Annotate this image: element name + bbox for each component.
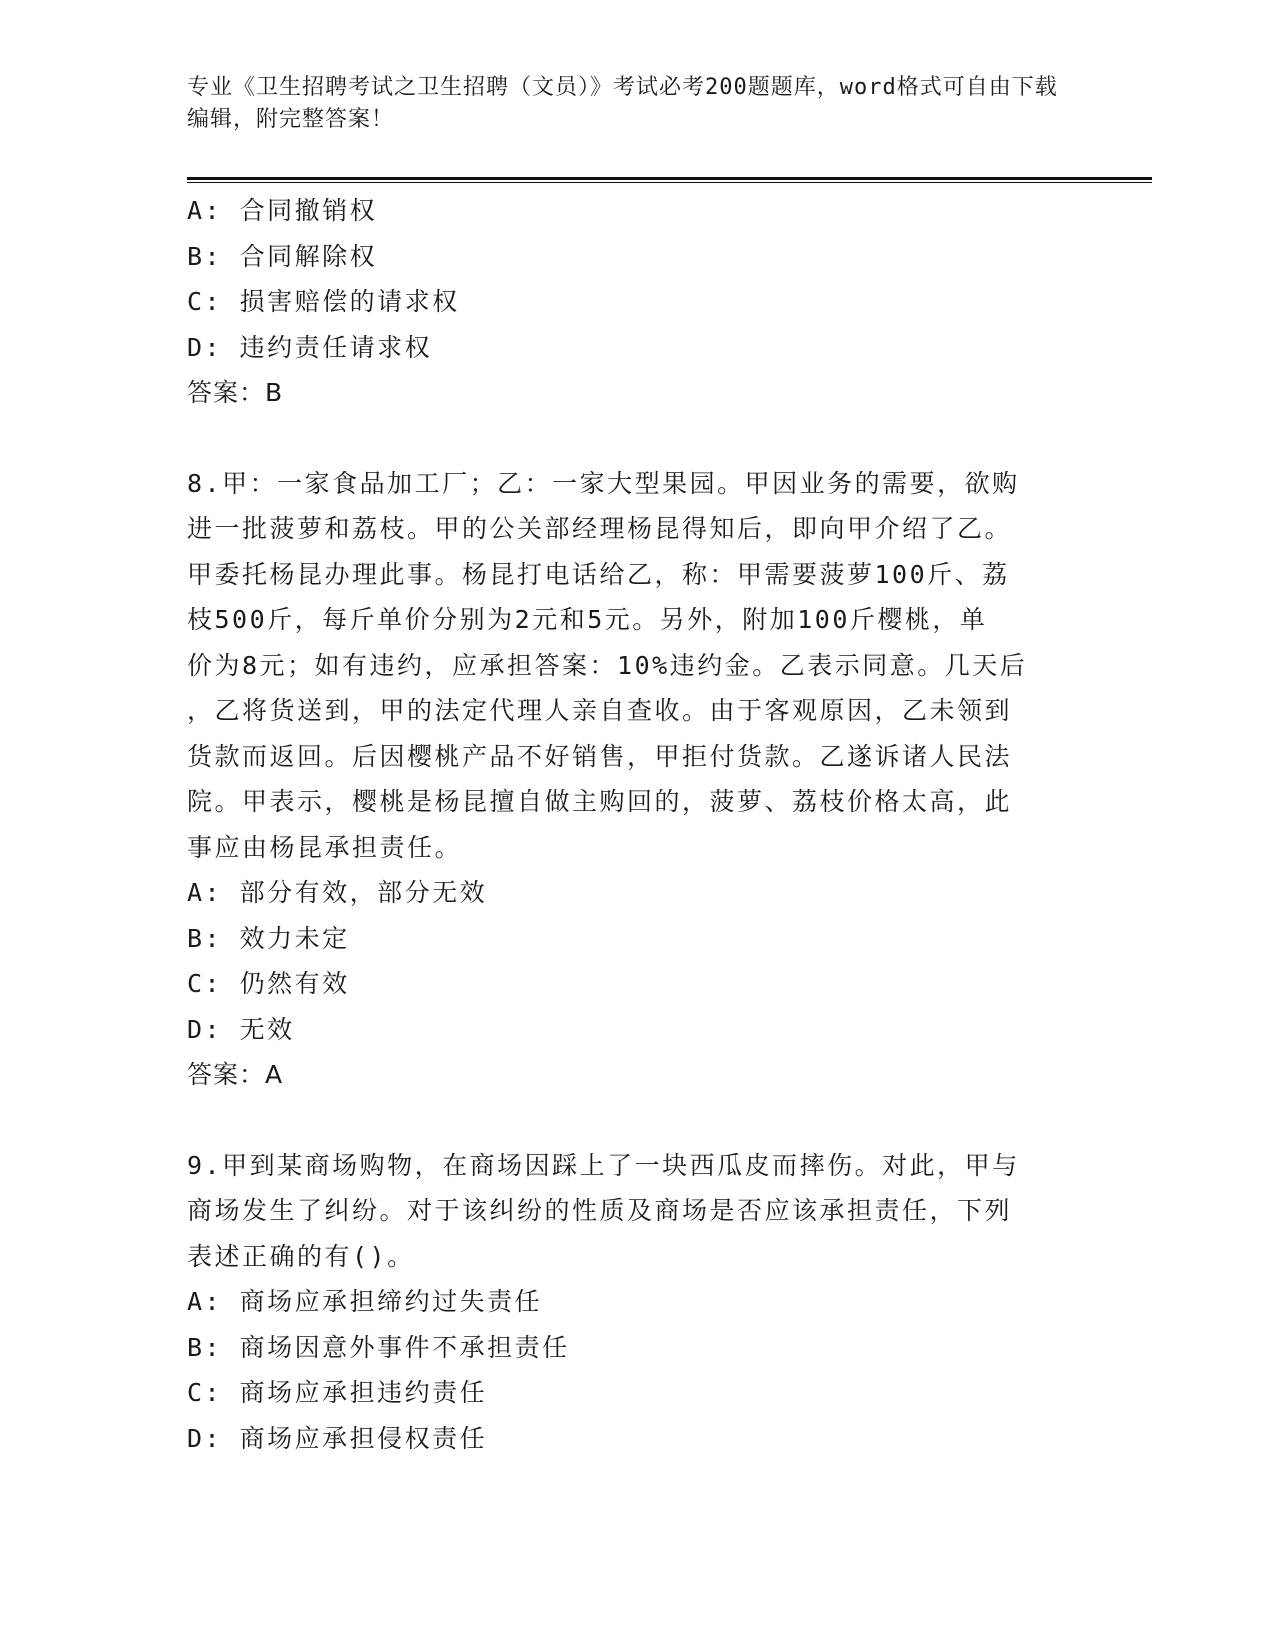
question-text-line: 枝500斤，每斤单价分别为2元和5元。另外，附加100斤樱桃，单 [187,605,988,634]
option-b: B: 商场因意外事件不承担责任 [187,1332,570,1362]
answer-line: 答案：A [187,1060,284,1089]
question-text-line: 8.甲：一家食品加工厂；乙：一家大型果园。甲因业务的需要，欲购 [187,468,1020,498]
option-b: B: 效力未定 [187,923,350,953]
option-d: D: 商场应承担侵权责任 [187,1423,488,1453]
header-rule-thin [187,182,1152,183]
option-c: C: 商场应承担违约责任 [187,1378,488,1407]
question-text-line: 甲委托杨昆办理此事。杨昆打电话给乙，称：甲需要菠萝100斤、荔 [187,559,1010,589]
option-d: D: 违约责任请求权 [187,332,433,362]
option-c: C: 损害赔偿的请求权 [187,287,460,316]
header-rule-thick [187,177,1152,180]
question-text-line: 9.甲到某商场购物，在商场因踩上了一块西瓜皮而摔伤。对此，甲与 [187,1150,1020,1180]
option-a: A: 部分有效，部分无效 [187,878,488,907]
question-text-line: 价为8元；如有违约，应承担答案：10%违约金。乙表示同意。几天后 [187,650,1028,680]
question-text-line: ，乙将货送到，甲的法定代理人亲自查收。由于客观原因，乙未领到 [187,696,1013,725]
option-a: A: 商场应承担缔约过失责任 [187,1287,543,1316]
spacer [187,1098,1067,1143]
question-text-line: 事应由杨昆承担责任。 [187,832,463,862]
prev-question-options [187,188,1067,416]
document-header: 专业《卫生招聘考试之卫生招聘（文员）》考试必考200题题库，word格式可自由下载编辑，附完整答案！ [187,75,1058,132]
document-body [187,188,1067,1461]
spacer [187,416,1067,461]
question-9 [187,1143,1067,1462]
question-text-line: 表述正确的有()。 [187,1241,415,1271]
option-b: B: 合同解除权 [187,241,378,271]
option-c: C: 仍然有效 [187,969,350,998]
question-8 [187,461,1067,1098]
question-text-line: 院。甲表示，樱桃是杨昆擅自做主购回的，菠萝、荔枝价格太高，此 [187,787,1013,816]
question-text-line: 货款而返回。后因樱桃产品不好销售，甲拒付货款。乙遂诉诸人民法 [187,741,1013,771]
question-text-line: 商场发生了纠纷。对于该纠纷的性质及商场是否应该承担责任，下列 [187,1196,1013,1225]
answer-line: 答案：B [187,378,284,407]
question-text-line: 进一批菠萝和荔枝。甲的公关部经理杨昆得知后，即向甲介绍了乙。 [187,514,1013,543]
option-a: A: 合同撤销权 [187,196,378,225]
option-d: D: 无效 [187,1014,295,1044]
